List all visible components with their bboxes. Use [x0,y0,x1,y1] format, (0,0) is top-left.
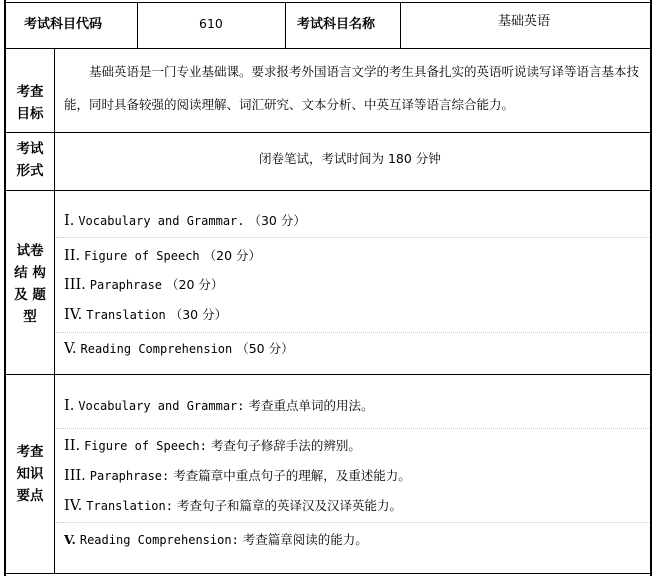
row-divider [6,573,650,574]
sub-row-separator [56,237,650,238]
knowledge-label-line: 考查 [16,444,44,460]
exam-name-label: 考试科目名称 [297,17,376,32]
structure-item [64,211,306,229]
item-number: V. [64,341,77,357]
structure-label [12,240,48,328]
item-name: Translation [86,308,166,322]
item-name: Vocabulary and Grammar. [78,214,245,228]
item-score: （30 分） [248,213,306,228]
item-number: III. [64,468,86,484]
item-name: Figure of Speech [84,249,200,263]
item-name: Translation: [86,499,173,513]
sub-row-separator [56,522,650,523]
item-description: 考查篇章中重点句子的理解，及重述能力。 [173,468,411,483]
format-label-line: 考试 [16,141,44,157]
objective-label [12,81,48,125]
item-name: Paraphrase [89,278,163,292]
item-name: Figure of Speech: [84,439,207,453]
structure-item [64,246,261,264]
structure-label-line: 及 题 [14,287,46,303]
item-name: Paraphrase: [89,469,170,483]
structure-item [64,305,227,323]
knowledge-label [12,441,48,507]
structure-item [64,339,294,357]
item-score: （20 分） [203,248,262,263]
item-number: III. [64,277,86,293]
knowledge-item [64,436,361,454]
table-top-border [6,2,650,3]
objective-label-line: 目标 [16,106,44,122]
exam-syllabus-table [4,0,652,576]
knowledge-label-line: 要点 [16,488,44,504]
sub-row-separator [56,428,650,429]
structure-label-line: 试卷 [16,243,44,259]
format-label [12,138,48,182]
item-description: 考查重点单词的用法。 [248,398,374,413]
header-divider [400,2,401,48]
item-number: II. [64,248,81,264]
item-name: Vocabulary and Grammar: [78,399,245,413]
sub-row-separator [56,332,650,333]
format-text: 闭卷笔试，考试时间为 180 分钟 [259,151,441,166]
objective-label-line: 考查 [16,84,44,100]
item-description: 考查句子修辞手法的辨别。 [210,438,361,453]
row-divider [6,190,650,191]
structure-label-line: 结 构 [14,265,46,281]
label-column-divider [54,48,55,574]
item-score: （30 分） [169,307,228,322]
item-number: I. [64,213,75,229]
item-description: 考查篇章阅读的能力。 [242,532,368,547]
item-number: IV. [64,307,83,323]
item-number: IV. [64,498,83,514]
row-divider [6,48,650,49]
item-name: Reading Comprehension: [79,533,239,547]
structure-label-line: 型 [23,309,37,325]
exam-code-label: 考试科目代码 [24,17,103,32]
item-description: 考查句子和篇章的英译汉及汉译英能力。 [176,498,402,513]
header-divider [137,2,138,48]
knowledge-item [64,496,402,514]
item-name: Reading Comprehension [80,342,233,356]
knowledge-label-line: 知识 [16,466,44,482]
knowledge-item [64,396,374,414]
item-score: （50 分） [236,341,294,356]
objective-text: 基础英语是一门专业基础课。要求报考外国语言文学的考生具备扎实的英语听说读写译等语言基本技能，同时具备较强的阅读理解、词汇研究、文本分析、中英互译等语言综合能力。 [64,64,640,112]
item-number: II. [64,438,81,454]
knowledge-item [64,530,368,548]
structure-item [64,275,223,293]
item-number: V. [64,532,76,547]
row-divider [6,374,650,375]
exam-code-value: 610 [199,16,223,31]
header-divider [285,2,286,48]
item-number: I. [64,398,75,414]
item-score: （20 分） [166,277,224,292]
exam-name-value: 基础英语 [498,14,551,29]
knowledge-item [64,466,411,484]
format-label-line: 形式 [16,163,44,179]
row-divider [6,132,650,133]
